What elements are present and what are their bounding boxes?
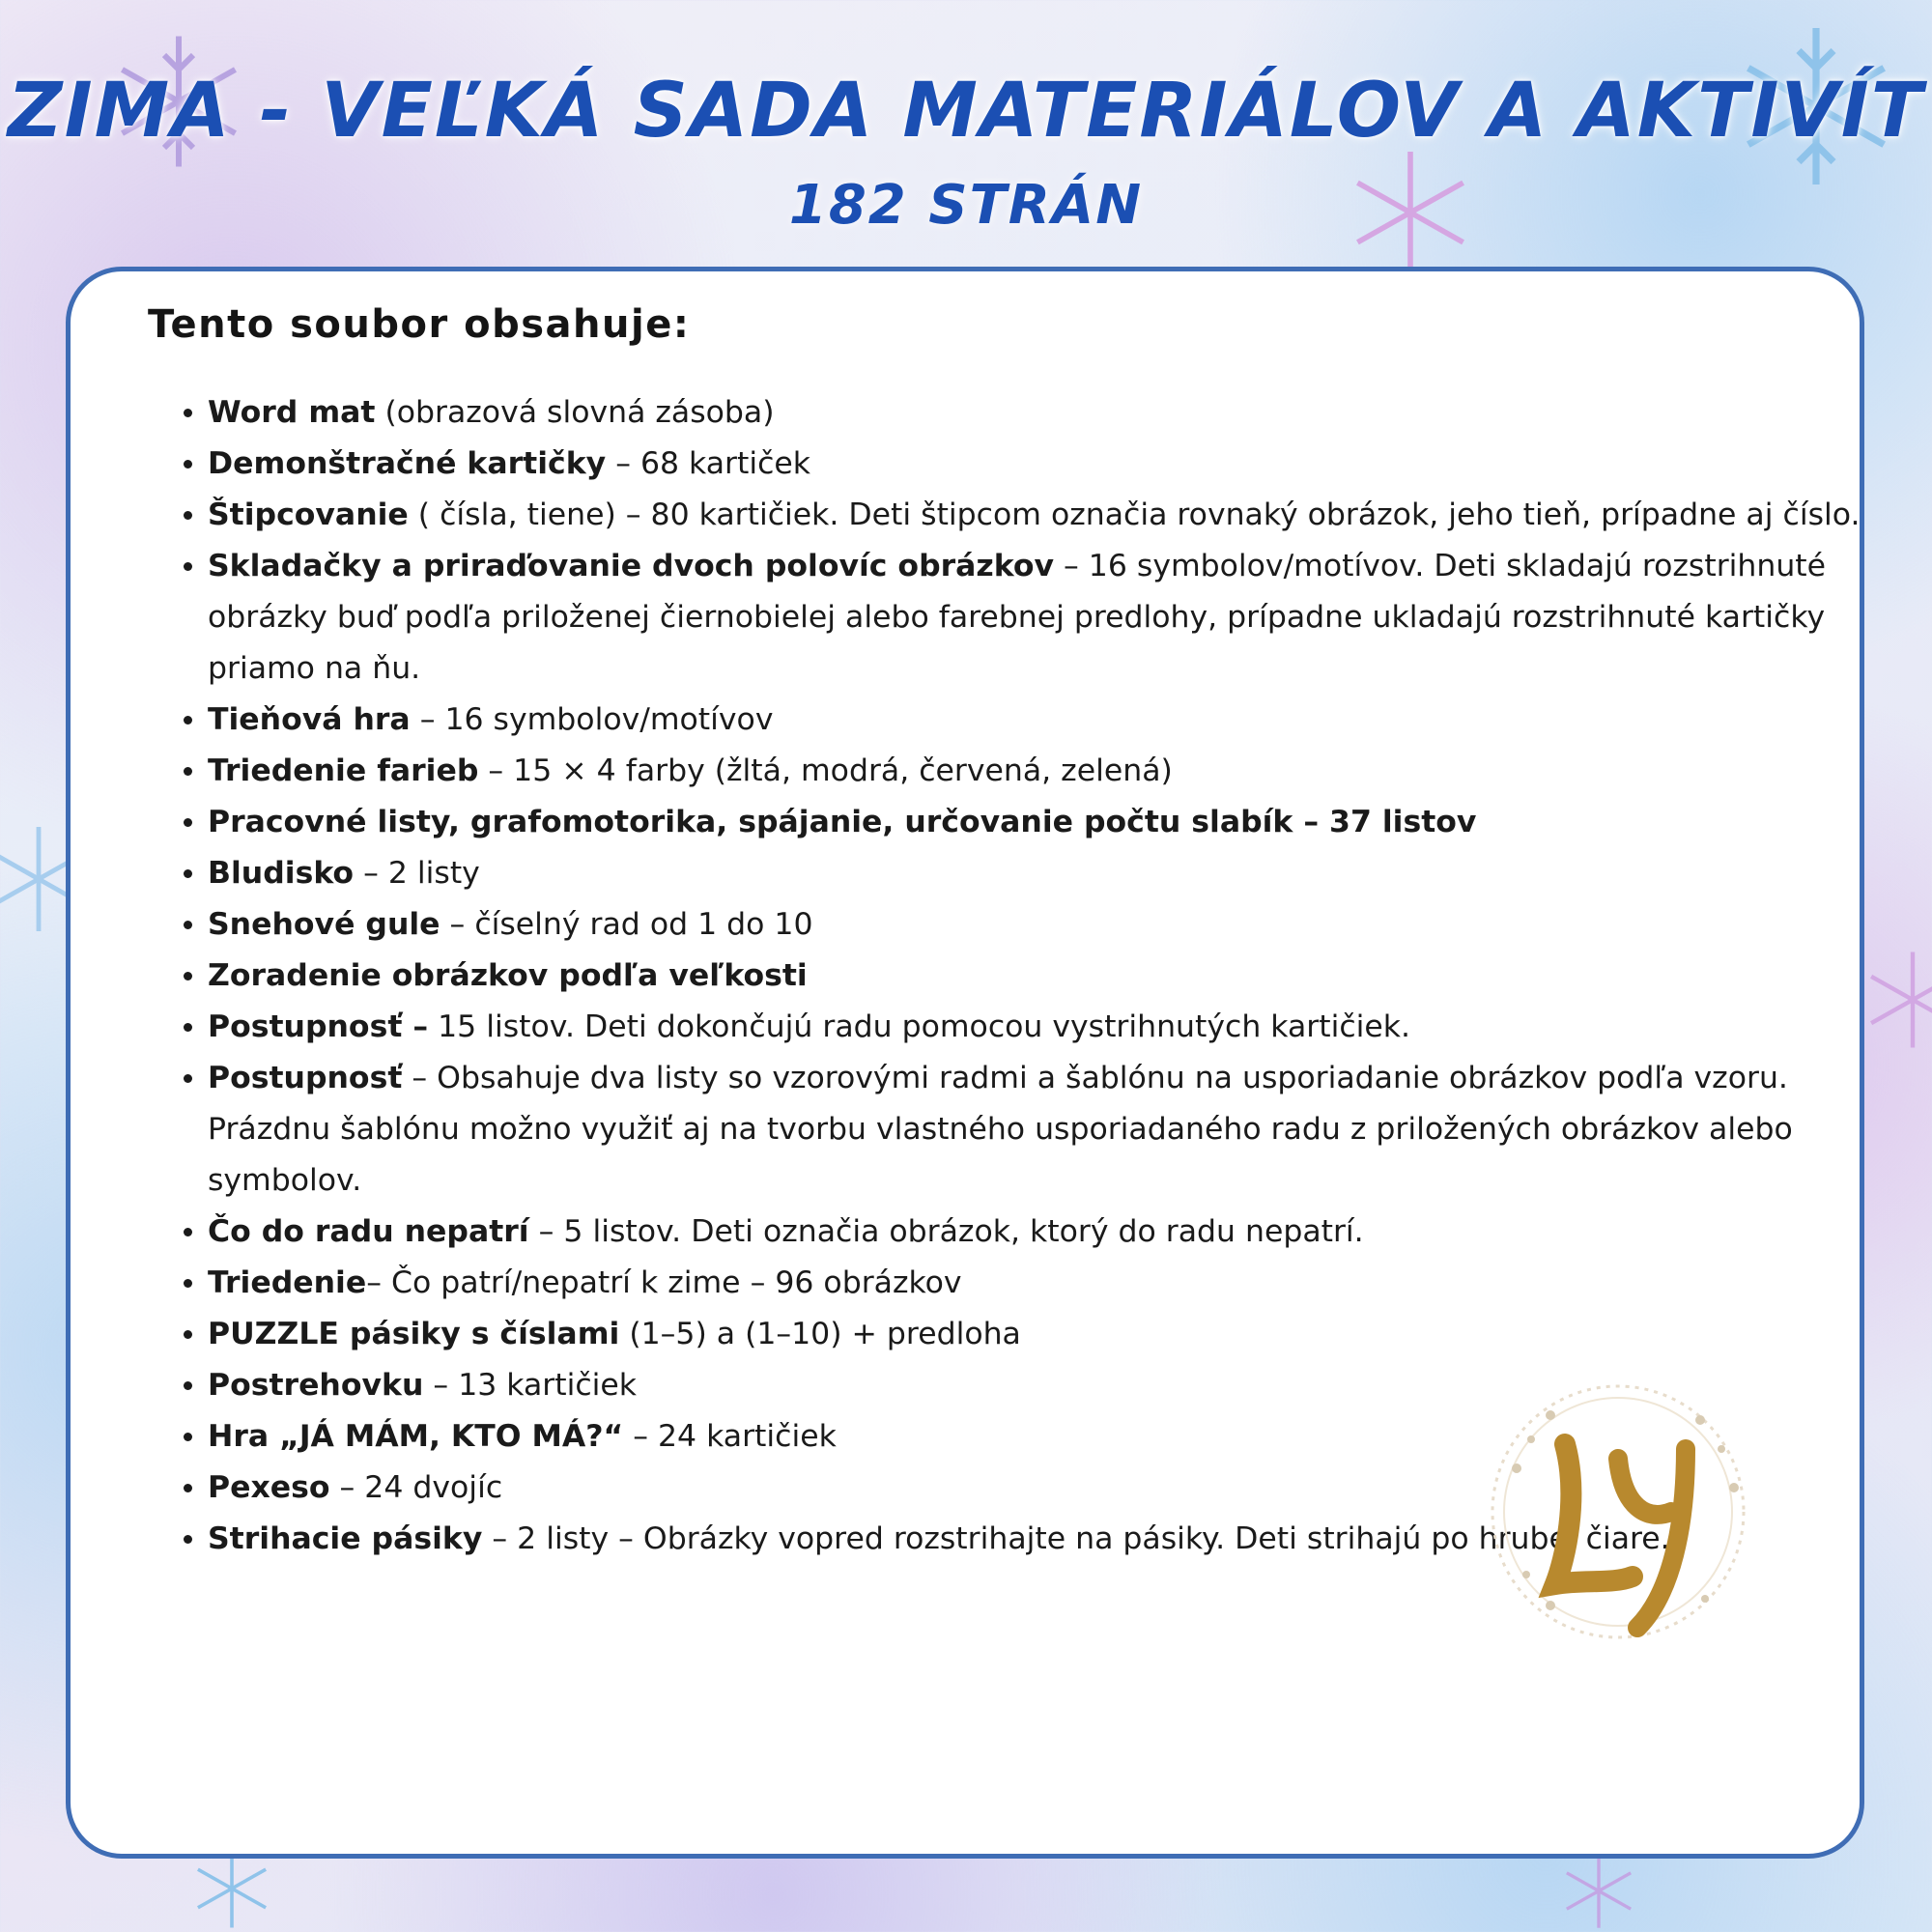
list-item: • Snehové gule – číselný rad od 1 do 10 bbox=[208, 899, 1869, 951]
card-heading: Tento soubor obsahuje: bbox=[148, 302, 691, 347]
list-item: • Demonštračné kartičky – 68 kartiček bbox=[208, 439, 1869, 490]
list-item: • Triedenie– Čo patrí/nepatrí k zime – 96 obrázkov bbox=[208, 1258, 1869, 1309]
list-item: • Štipcovanie ( čísla, tiene) – 80 kartičiek. Deti štipcom označia rovnaký obrázok, jeho tieň, prípadne aj číslo. bbox=[208, 490, 1869, 541]
list-item: • Čo do radu nepatrí – 5 listov. Deti označia obrázok, ktorý do radu nepatrí. bbox=[208, 1207, 1869, 1258]
list-item: • Strihacie pásiky – 2 listy – Obrázky vopred rozstrihajte na pásiky. Deti strihajú po hrubej čiare. bbox=[208, 1514, 1869, 1565]
page-title: ZIMA - VEĽKÁ SADA MATERIÁLOV A AKTIVÍT bbox=[8, 68, 1924, 155]
list-item: • Tieňová hra – 16 symbolov/motívov bbox=[208, 695, 1869, 746]
list-item: • Hra „JÁ MÁM, KTO MÁ?“ – 24 kartičiek bbox=[208, 1411, 1869, 1463]
list-item: • PUZZLE pásiky s číslami (1–5) a (1–10) + predloha bbox=[208, 1309, 1869, 1360]
list-item: • Pracovné listy, grafomotorika, spájanie, určovanie počtu slabík – 37 listov bbox=[208, 797, 1869, 848]
list-item: • Postupnosť – Obsahuje dva listy so vzorovými radmi a šablónu na usporiadanie obrázkov podľa vzoru. Prázdnu šablónu možno využiť aj na tvorbu vlastného usporiadaného radu z priložených obrázkov alebo symbolov. bbox=[208, 1053, 1869, 1207]
list-item: • Triedenie farieb – 15 × 4 farby (žltá, modrá, červená, zelená) bbox=[208, 746, 1869, 797]
ly-monogram-logo-icon bbox=[1459, 1352, 1777, 1671]
snowflake-icon bbox=[1860, 947, 1932, 1053]
list-item: • Skladačky a priraďovanie dvoch polovíc obrázkov – 16 symbolov/motívov. Deti skladajú rozstrihnuté obrázky buď podľa priloženej čiernobielej alebo farebnej predlohy, prípadne ukladajú rozstrihnuté kartičky priamo na ňu. bbox=[208, 541, 1869, 695]
page-subtitle: 182 STRÁN bbox=[788, 174, 1144, 237]
list-item: • Bludisko – 2 listy bbox=[208, 848, 1869, 899]
list-item: • Pexeso – 24 dvojíc bbox=[208, 1463, 1869, 1514]
list-item: • Word mat (obrazová slovná zásoba) bbox=[208, 387, 1869, 439]
snowflake-icon bbox=[1546, 1850, 1652, 1932]
list-item: • Postrehovku – 13 kartičiek bbox=[208, 1360, 1869, 1411]
list-item: • Zoradenie obrázkov podľa veľkosti bbox=[208, 951, 1869, 1002]
list-item: • Postupnosť – 15 listov. Deti dokončujú radu pomocou vystrihnutých kartičiek. bbox=[208, 1002, 1869, 1053]
